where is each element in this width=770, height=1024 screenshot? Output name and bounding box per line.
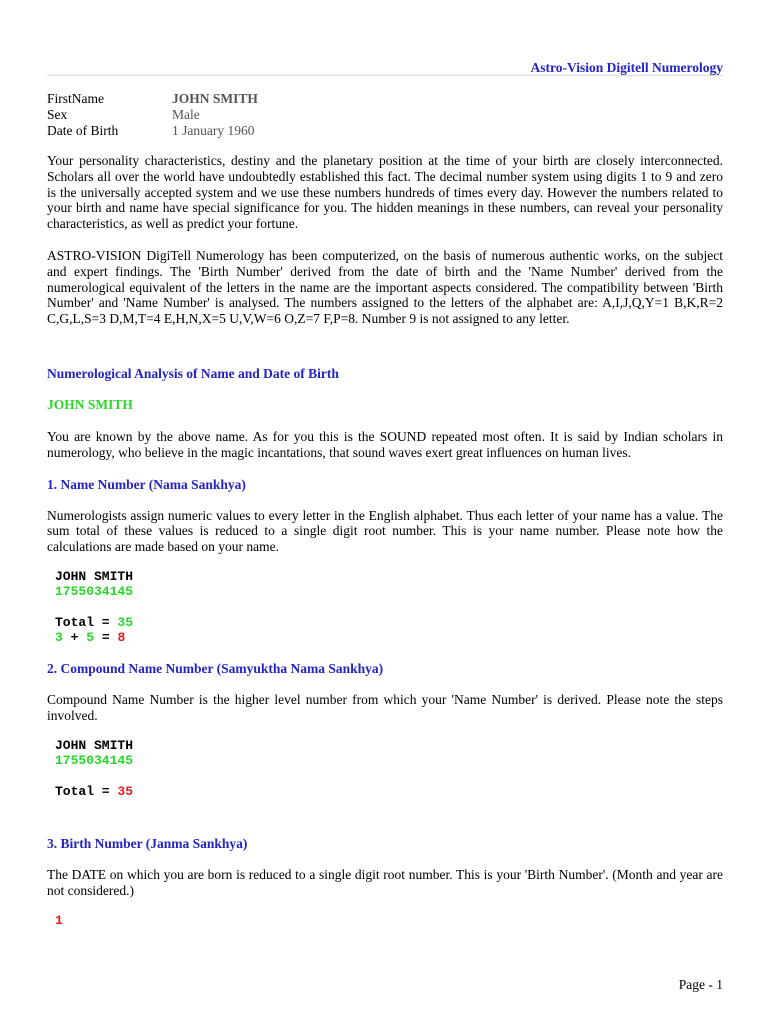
first-name-label: FirstName — [47, 91, 104, 106]
sum-result: 8 — [117, 630, 126, 646]
sum-plus: + — [62, 630, 87, 646]
birth-number-value: 1 — [55, 912, 63, 928]
name-number-calc — [55, 569, 723, 646]
calc-sum-row — [55, 630, 723, 646]
personal-info — [47, 91, 258, 139]
dob-label: Date of Birth — [47, 123, 119, 138]
calc-digits: 1755034145 — [55, 584, 134, 600]
compound-total-label: Total = — [55, 783, 118, 799]
sex-value: Male — [172, 107, 200, 122]
total-label: Total = — [55, 614, 118, 630]
analysis-paragraph: You are known by the above name. As for you this is the SOUND repeated most often. It is said by Indian scholars in numerology, who believe in the magic incantations, that sound waves exert great influences on human lives. — [47, 428, 723, 460]
compound-number-calc — [55, 738, 723, 800]
calc-name: JOHN SMITH — [55, 568, 134, 584]
compound-calc-digits: 1755034145 — [55, 753, 134, 769]
sum-b: 5 — [86, 630, 95, 646]
birth-number-paragraph: The DATE on which you are born is reduced to a single digit root number. This is your 'Birth Number'. (Month and year are not considered.) — [47, 867, 723, 898]
info-row-first-name — [47, 91, 258, 107]
first-name-value: JOHN SMITH — [172, 91, 258, 106]
calc-total-row — [55, 615, 723, 631]
intro-paragraph-2: ASTRO-VISION DigiTell Numerology has been computerized, on the basis of numerous authentic works, on the subject and expert findings. The 'Birth Number' derived from the date of birth and the 'Name Number' derived from the numerological equivalent of the letters in the name are the important aspects considered. The compatibility between 'Birth Number' and 'Name Number' is analysed. The numbers assigned to the letters of the alphabet are: A,I,J,Q,Y=1 B,K,R=2 C,G,L,S=3 D,M,T=4 E,H,N,X=5 U,V,W=6 O,Z=7 F,P=8. Number 9 is not assigned to any letter. — [47, 247, 723, 327]
sex-label: Sex — [47, 107, 68, 122]
compound-total-value: 35 — [117, 783, 134, 799]
birth-number-heading: 3. Birth Number (Janma Sankhya) — [47, 836, 248, 852]
total-value: 35 — [117, 614, 134, 630]
intro-paragraph-1: Your personality characteristics, destiny and the planetary position at the time of your birth are closely interconnected. Scholars all over the world have undoubtedly established this fact. The decimal number system using digits 1 to 9 and zero is the universally accepted system and we use these numbers hundreds of times every day. However the numbers related to your birth and name have special significance for you. The hidden meanings in these numbers, can reveal your personality characteristics, as well as predict your fortune. — [47, 153, 723, 232]
page-number: Page - 1 — [678, 977, 723, 992]
name-number-paragraph: Numerologists assign numeric values to every letter in the English alphabet. Thus each letter of your name has a value. The sum total of these values is reduced to a single digit root number. This is your name number. Please note how the calculations are made based on your name. — [47, 507, 723, 555]
info-row-dob — [47, 123, 258, 139]
header-divider — [47, 75, 723, 76]
name-number-heading: 1. Name Number (Nama Sankhya) — [47, 476, 246, 492]
analysis-heading: Numerological Analysis of Name and Date of Birth — [47, 365, 339, 381]
dob-value: 1 January 1960 — [172, 123, 255, 138]
sum-a: 3 — [55, 630, 63, 646]
document-title: Astro-Vision Digitell Numerology — [530, 60, 723, 75]
analysis-name: JOHN SMITH — [47, 396, 133, 412]
info-row-sex — [47, 107, 258, 123]
sum-equals: = — [94, 630, 118, 646]
compound-calc-name: JOHN SMITH — [55, 737, 134, 753]
document-page — [47, 0, 723, 1024]
document-body — [47, 153, 723, 928]
compound-number-heading: 2. Compound Name Number (Samyuktha Nama Sankhya) — [47, 660, 384, 676]
compound-number-paragraph: Compound Name Number is the higher level number from which your 'Name Number' is derived. Please note the steps involved. — [47, 691, 723, 723]
compound-total-row — [55, 784, 723, 800]
